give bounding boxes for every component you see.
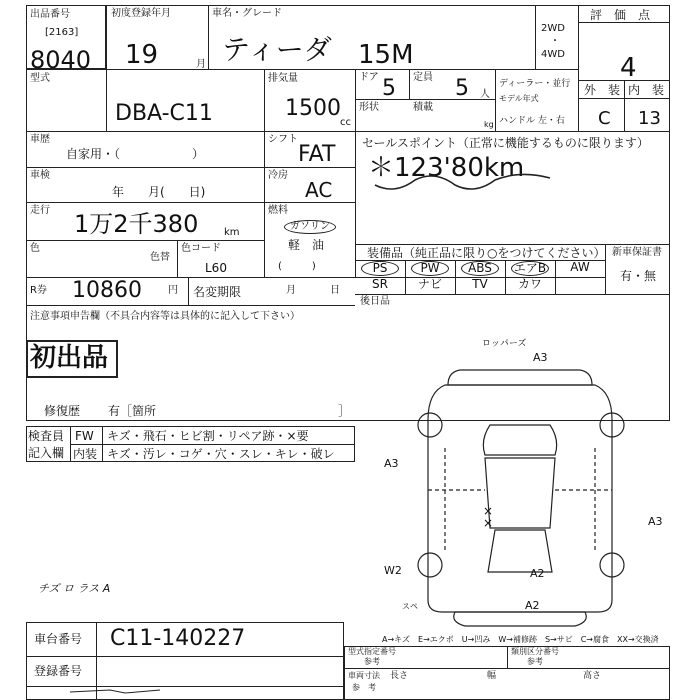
day-unit: 日: [330, 285, 340, 296]
windshield: [483, 425, 556, 455]
entry-label: 記入欄: [28, 446, 65, 460]
recycle-value: 10860: [72, 278, 142, 303]
sales-label: セールスポイント（正常に機能するものに限ります）: [362, 136, 649, 150]
paint-sub: 参考: [364, 657, 380, 666]
divider: [26, 656, 344, 657]
car-name-label: 車名・グレード: [212, 8, 282, 19]
fuel-paren: ( ): [278, 261, 316, 272]
doors-label: ドア: [359, 72, 379, 83]
inspector-label: 検査員: [28, 429, 65, 443]
fw-label: FW: [75, 429, 94, 443]
mileage-unit: km: [224, 227, 240, 238]
equipment-item: カワ: [517, 277, 542, 291]
displacement-label: 排気量: [268, 73, 298, 84]
mark-a3-top: A3: [533, 351, 548, 364]
fuel-alt: 軽 油: [288, 238, 325, 252]
notes-label: 注意事項申告欄（不具合内容等は具体的に記入して下さい）: [30, 311, 300, 322]
handle-label: ハンドル 左・右: [499, 116, 565, 126]
chassis-value: C11-140227: [110, 626, 246, 651]
height-label: 高さ: [583, 671, 602, 681]
divider: [96, 622, 97, 700]
mark-a2-center: A2: [530, 567, 545, 580]
shape-label: 形状: [359, 102, 379, 113]
warranty-value: 有・無: [620, 269, 657, 283]
sales-value: ＊123'80km: [368, 153, 525, 183]
repair-value: 有［箇所: [108, 404, 157, 418]
equipment-item: ABS: [461, 261, 499, 276]
mark-x: × ×: [483, 504, 494, 530]
fuel-choice: ガソリン: [284, 220, 336, 234]
width-label: 幅: [487, 671, 497, 681]
month-unit: 月: [286, 285, 296, 296]
mark-w2: W2: [384, 564, 402, 577]
first-listing-text: 初出品: [30, 343, 109, 373]
equipment-item: エアB: [511, 261, 549, 276]
month-unit: 月: [196, 59, 206, 70]
capacity-label: 定員: [413, 72, 433, 83]
mark-top: ロッパーズ: [482, 339, 527, 349]
lot-sub: [2163]: [45, 27, 79, 38]
doors-value: 5: [382, 76, 396, 101]
drive-dot: ・: [550, 36, 560, 47]
mark-a2-bottom: A2: [525, 599, 540, 612]
divider: [507, 646, 508, 668]
name-change-label: 名変期限: [193, 285, 242, 299]
fw-text: キズ・飛石・ヒビ割・リペア跡・×要: [107, 429, 309, 443]
grade-score: 4: [620, 53, 637, 83]
class-sub: 参考: [527, 657, 543, 666]
equipment-item: PS: [361, 261, 399, 276]
displacement-value: 1500: [285, 96, 341, 121]
sales-squiggle: [375, 174, 550, 189]
load-label: 積載: [413, 102, 433, 113]
interior-text: キズ・汚レ・コゲ・穴・スレ・キレ・破レ: [107, 447, 335, 461]
drive-4wd: 4WD: [541, 49, 565, 60]
interior-score: 13: [638, 108, 661, 129]
mark-a3-left: A3: [384, 457, 399, 470]
repair-close: ］: [338, 404, 351, 418]
dealer-label: ディーラー・並行: [499, 79, 571, 89]
ac-value: AC: [305, 178, 333, 202]
equipment-label: 装備品（純正品に限り○をつけてください）: [367, 246, 606, 260]
interior-label: 内 装: [628, 83, 665, 97]
wheel-rear-left: [418, 553, 442, 577]
divider: [344, 668, 670, 669]
mileage-label: 走行: [30, 205, 50, 216]
repair-label: 修復歴: [44, 404, 81, 418]
paint-label: 型式指定番号: [348, 647, 396, 656]
rear-window: [488, 530, 552, 572]
displacement-unit: cc: [340, 117, 351, 128]
color-code-value: L60: [205, 261, 227, 275]
color-label: 色: [30, 243, 40, 254]
chassis-label: 車台番号: [34, 632, 83, 646]
mark-a3-right: A3: [648, 515, 663, 528]
rear-seat-label: 後日品: [360, 296, 390, 307]
capacity-unit: 人: [480, 89, 490, 100]
rear-bumper: [454, 612, 587, 626]
front-bumper: [448, 370, 592, 385]
extra-note: チズ ロ ラス A: [38, 582, 111, 595]
inspection-label: 車検: [30, 170, 50, 181]
load-unit: kg: [484, 120, 494, 129]
shift-value: FAT: [298, 142, 336, 167]
equipment-item: AW: [570, 260, 590, 274]
divider: [26, 686, 344, 687]
shift-label: シフト: [268, 134, 298, 145]
reg-label: 登録番号: [34, 664, 83, 678]
equipment-item: SR: [372, 277, 388, 291]
grade-label: 評 価 点: [590, 8, 651, 22]
legend-text: A→キズ E→エクボ U→凹み W→補修跡 S→サビ C→腐食 XX→交換済: [382, 635, 659, 644]
recycle-unit: 円: [168, 285, 178, 296]
drive-2wd: 2WD: [541, 23, 565, 34]
capacity-value: 5: [455, 76, 469, 101]
mileage-value: 1万2千380: [74, 210, 199, 238]
color-code-label: 色コード: [181, 243, 221, 254]
lot-number: 8040: [30, 46, 92, 74]
class-label: 類別区分番号: [511, 647, 559, 656]
history-value: 自家用・（ ）: [66, 147, 205, 161]
ac-label: 冷房: [268, 170, 288, 181]
model-year-label: モデル年式: [499, 94, 539, 103]
exterior-label: 外 装: [584, 83, 621, 97]
warranty-label: 新車保証書: [612, 247, 662, 258]
recycle-label: R券: [30, 285, 47, 296]
color-change-label: 色替: [150, 252, 170, 263]
lot-label: 出品番号: [30, 9, 70, 20]
size-label: 車両寸法: [348, 671, 380, 680]
fuel-label: 燃料: [268, 205, 288, 216]
first-reg-value: 19: [125, 40, 159, 70]
first-reg-label: 初度登録年月: [111, 8, 171, 19]
grade-value: 15M: [358, 40, 414, 70]
inspection-value: 年 月( 日): [112, 185, 206, 199]
length-label: 長さ: [390, 671, 409, 681]
model-label: 型式: [30, 73, 50, 84]
car-body-outline: [428, 385, 612, 612]
model-value: DBA-C11: [115, 101, 213, 126]
roof-panel: [485, 458, 555, 528]
interior-label: 内装: [73, 447, 98, 461]
equipment-item: PW: [411, 261, 449, 276]
equipment-item: TV: [472, 277, 488, 291]
history-label: 車歴: [30, 134, 50, 145]
equipment-item: ナビ: [417, 277, 442, 291]
mark-scuff: スペ: [402, 602, 418, 611]
size-sub: 参 考: [352, 683, 376, 692]
wheel-front-left: [418, 413, 442, 437]
car-name-value: ティーダ: [222, 33, 332, 66]
exterior-score: C: [598, 108, 611, 129]
